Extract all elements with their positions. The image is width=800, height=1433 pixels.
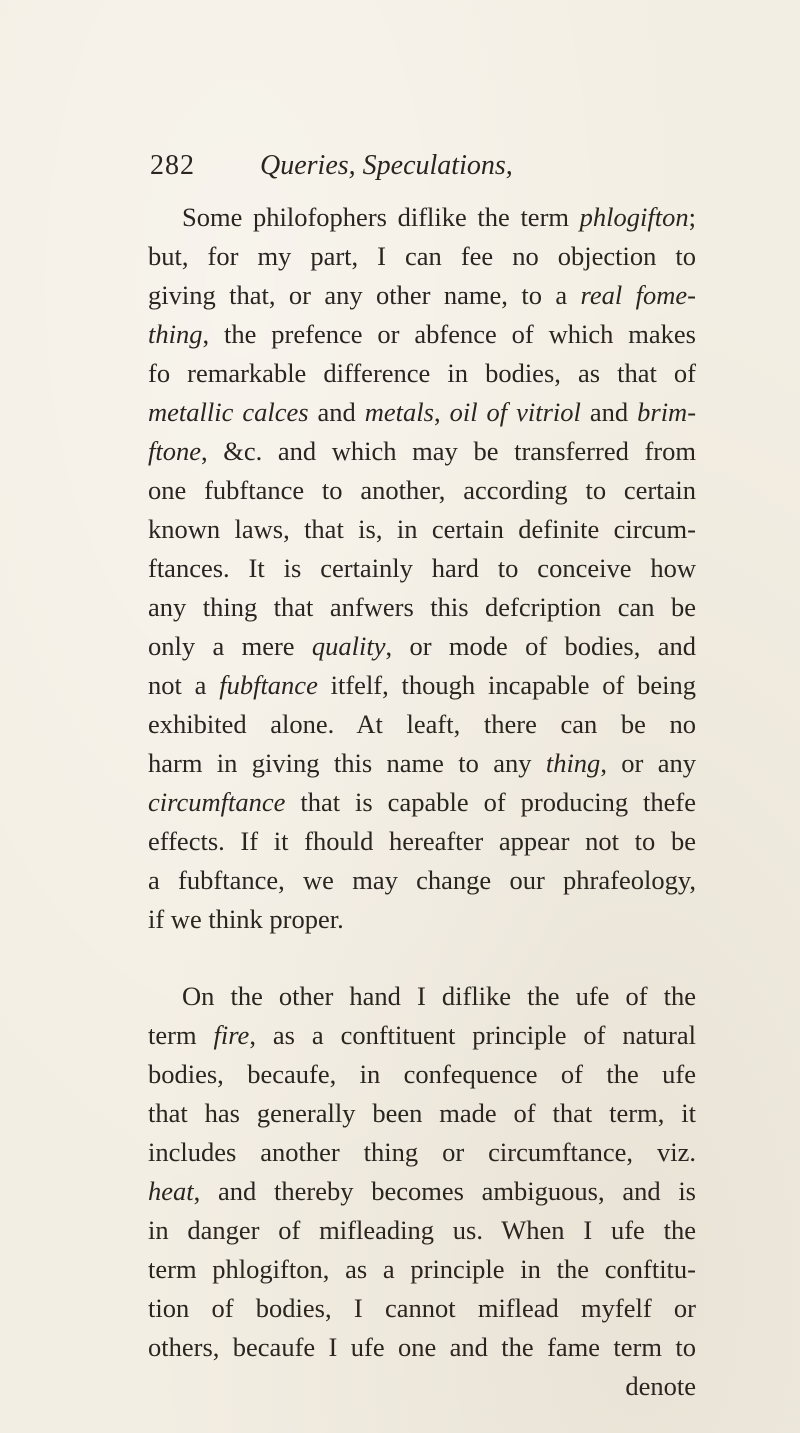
italic-term: ftone xyxy=(148,436,201,466)
text-line: Some philofophers diflike the term phlogifton; xyxy=(182,202,696,232)
text-line: term fire, as a conftituent principle of natural xyxy=(148,1020,696,1050)
italic-term: metallic calces xyxy=(148,397,309,427)
paragraph xyxy=(148,977,696,1367)
page-number: 282 xyxy=(150,150,195,181)
italic-term: oil of vitriol xyxy=(449,397,581,427)
text-line: a fubftance, we may change our phrafeology, xyxy=(148,865,696,895)
text-line: but, for my part, I can fee no objection to xyxy=(148,241,696,271)
italic-term: metals xyxy=(364,397,434,427)
italic-term: fubftance xyxy=(219,670,318,700)
text-line: heat, and thereby becomes ambiguous, and is xyxy=(148,1176,696,1206)
italic-term: brim- xyxy=(637,397,697,427)
italic-term: thing xyxy=(545,748,601,778)
text-line: exhibited alone. At leaft, there can be no xyxy=(148,709,696,739)
text-line: any thing that anfwers this defcription can be xyxy=(148,592,696,622)
italic-term: quality xyxy=(311,631,386,661)
body-text xyxy=(148,198,696,1406)
text-line: circumftance that is capable of producing thefe xyxy=(148,787,696,817)
italic-term: fire xyxy=(213,1020,250,1050)
italic-term: heat xyxy=(148,1176,194,1206)
text-line: thing, the prefence or abfence of which makes xyxy=(148,319,696,349)
text-line: metallic calces and metals, oil of vitriol and brim- xyxy=(148,397,697,427)
running-head xyxy=(150,150,690,186)
italic-term: phlogifton xyxy=(579,202,689,232)
text-line: in danger of mifleading us. When I ufe the xyxy=(148,1215,696,1245)
italic-term: thing xyxy=(148,319,203,349)
text-line: not a fubftance itfelf, though incapable of being xyxy=(148,670,697,700)
text-line: one fubftance to another, according to certain xyxy=(148,475,696,505)
text-line: fo remarkable difference in bodies, as that of xyxy=(148,358,696,388)
text-line: term phlogifton, as a principle in the conftitu- xyxy=(148,1254,696,1284)
text-line: ftances. It is certainly hard to conceive how xyxy=(148,553,696,583)
text-line: tion of bodies, I cannot miflead myfelf or xyxy=(148,1293,696,1323)
text-line: On the other hand I diflike the ufe of the xyxy=(182,981,696,1011)
paragraph-gap xyxy=(148,939,696,977)
text-line: known laws, that is, in certain definite circum- xyxy=(148,514,696,544)
running-title: Queries, Speculations, xyxy=(260,150,513,181)
text-line: others, becaufe I ufe one and the fame term to xyxy=(148,1332,696,1362)
text-line: effects. If it fhould hereafter appear not to be xyxy=(148,826,696,856)
text-line: only a mere quality, or mode of bodies, and xyxy=(148,631,696,661)
text-line: ftone, &c. and which may be transferred from xyxy=(148,436,696,466)
italic-term: circumftance xyxy=(148,787,286,817)
italic-term: fome- xyxy=(635,280,697,310)
catchword: denote xyxy=(625,1371,696,1401)
text-line: that has generally been made of that term, it xyxy=(148,1098,696,1128)
text-line: includes another thing or circumftance, viz. xyxy=(148,1137,696,1167)
text-line: giving that, or any other name, to a real fome- xyxy=(148,280,697,310)
text-line: bodies, becaufe, in confequence of the ufe xyxy=(148,1059,696,1089)
italic-term: real xyxy=(580,280,623,310)
paragraph xyxy=(148,198,696,939)
text-line: harm in giving this name to any thing, or any xyxy=(148,748,696,778)
text-line: if we think proper. xyxy=(148,904,344,934)
